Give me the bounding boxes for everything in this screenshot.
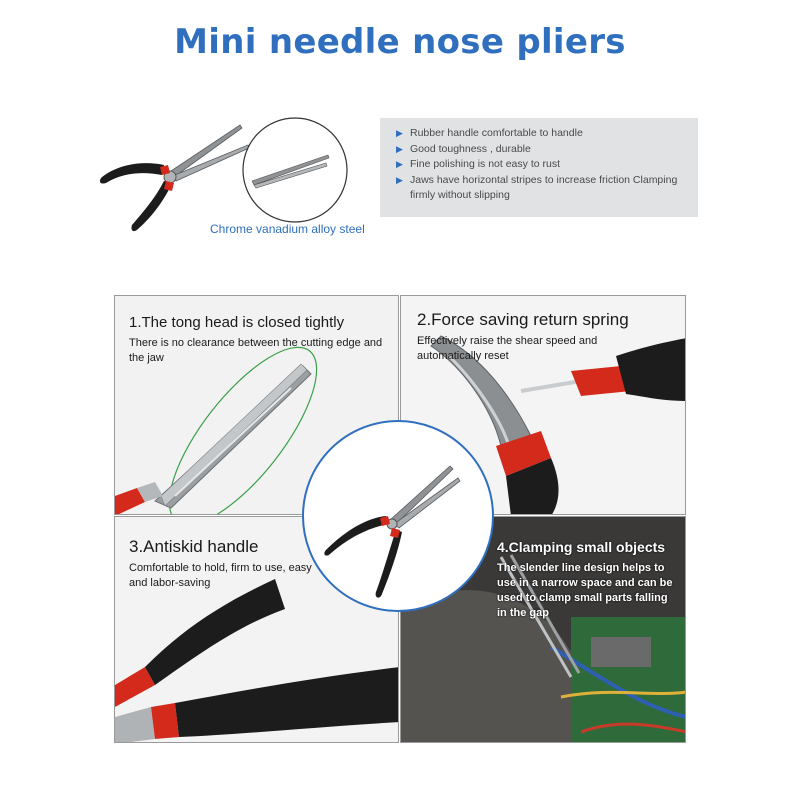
center-product-circle [302,420,494,612]
panel-heading: 3.Antiskid handle [129,537,259,556]
feature-text: Fine polishing is not easy to rust [410,158,560,170]
triangle-right-icon: ▶ [396,128,403,138]
feature-item [394,173,688,204]
triangle-right-icon: ▶ [396,174,403,185]
panel-description: Comfortable to hold, firm to use, easy and labor-saving [129,562,312,589]
feature-item [394,142,688,158]
panel-description: There is no clearance between the cutting edge and the jaw [129,337,383,364]
feature-text: Good toughness , durable [410,142,531,155]
panel-heading: 4.Clamping small objects [497,539,666,555]
panel-heading: 2.Force saving return spring [417,310,629,329]
material-label: Chrome vanadium alloy steel [210,222,365,236]
feature-item [394,157,688,173]
feature-text: Rubber handle comfortable to handle [410,127,583,139]
panel-heading: 1.The tong head is closed tightly [129,314,345,331]
feature-text: Jaws have horizontal stripes to increase friction Clamping firmly without slipping [410,173,678,201]
page-title: Mini needle nose pliers [174,22,626,62]
panel-description: Effectively raise the shear speed and automatically reset [417,335,598,362]
triangle-right-icon: ▶ [396,159,403,169]
panel-description: The slender line design helps to use in a narrow space and can be used to clamp small parts falling in the gap [497,562,673,619]
feature-item [394,126,688,142]
feature-list [380,118,698,217]
pliers-illustration [304,422,494,612]
triangle-right-icon: ▶ [396,143,403,154]
